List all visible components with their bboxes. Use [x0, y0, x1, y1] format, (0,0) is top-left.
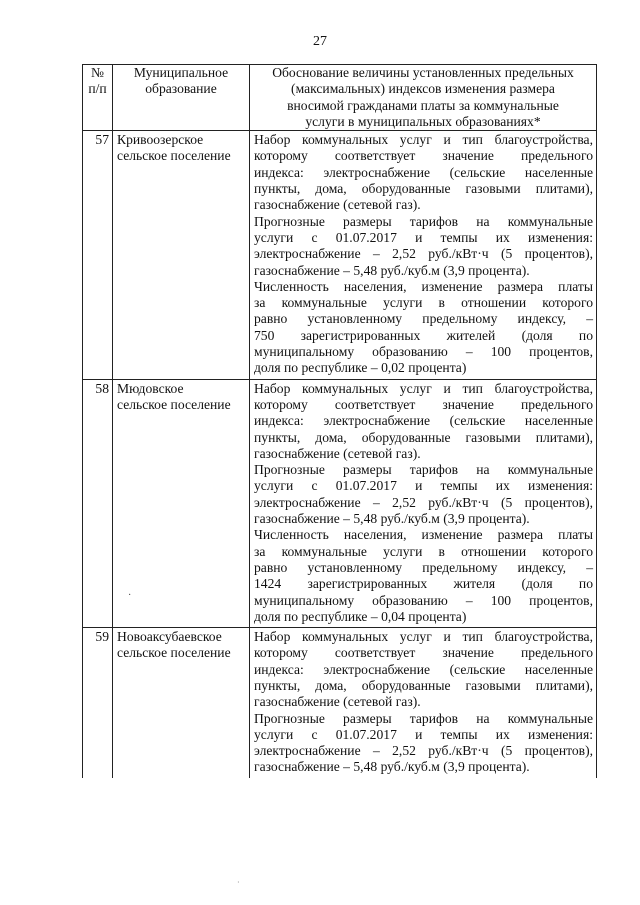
- justification-line: доля по республике – 0,02 процента): [254, 360, 467, 376]
- justification-line: муниципальному образованию – 100 процентов,: [254, 344, 593, 360]
- justification-line: доля по республике – 0,04 процента): [254, 608, 467, 624]
- table-body: [83, 131, 597, 778]
- justification-line: газоснабжение – 5,48 руб./куб.м (3,9 процента).: [254, 511, 530, 527]
- justification-line: Численность населения, изменение размера платы: [254, 278, 593, 294]
- justification-line: газоснабжение (сетевой газ).: [254, 445, 421, 461]
- justification-line: газоснабжение (сетевой газ).: [254, 197, 421, 213]
- justification-paragraph: [254, 381, 593, 462]
- justification-line: 1424 зарегистрированных жителя (доля по: [254, 576, 593, 592]
- justification-line: пункты, дома, оборудованные газовыми плитами),: [254, 181, 593, 197]
- municipality-line: Новоаксубаевское: [117, 629, 222, 645]
- justification-text: [250, 628, 597, 778]
- header-justification-line: (максимальных) индексов изменения размера: [291, 81, 555, 97]
- header-number-line: п/п: [88, 81, 107, 97]
- justification-paragraph: [254, 629, 593, 710]
- justification-line: Прогнозные размеры тарифов на коммунальные: [254, 710, 593, 726]
- justification-line: пункты, дома, оборудованные газовыми плитами),: [254, 677, 593, 693]
- row-number: 59: [83, 628, 113, 778]
- header-municipality-line: образование: [145, 81, 217, 97]
- header-justification-line: вносимой гражданами платы за коммунальные: [287, 97, 559, 113]
- justification-line: газоснабжение – 5,48 руб./куб.м (3,9 процента).: [254, 262, 530, 278]
- justification-line: за коммунальные услуги в отношении которого: [254, 295, 593, 311]
- table-row: [83, 379, 597, 627]
- justification-text: [250, 131, 597, 379]
- page-number: 27: [313, 34, 327, 49]
- justification-line: газоснабжение (сетевой газ).: [254, 694, 421, 710]
- municipality-name: [113, 379, 250, 627]
- header-municipality: [113, 65, 250, 131]
- scan-speck: ·: [128, 590, 132, 601]
- justification-paragraph: [254, 711, 593, 776]
- justification-paragraph: [254, 462, 593, 527]
- municipality-line: сельское поселение: [117, 148, 231, 164]
- justification-line: услуги с 01.07.2017 и темпы их изменения:: [254, 726, 593, 742]
- justification-line: Численность населения, изменение размера платы: [254, 527, 593, 543]
- justification-line: электроснабжение – 2,52 руб./кВт·ч (5 процентов),: [254, 246, 593, 262]
- justification-line: газоснабжение – 5,48 руб./куб.м (3,9 процента).: [254, 759, 530, 775]
- header-municipality-line: Муниципальное: [133, 65, 229, 80]
- header-justification: [250, 65, 597, 131]
- table-row: [83, 628, 597, 778]
- justification-paragraph: [254, 132, 593, 213]
- justification-text: [250, 379, 597, 627]
- municipality-line: сельское поселение: [117, 645, 231, 661]
- justification-line: которому соответствует значение предельного: [254, 645, 593, 661]
- justification-line: Прогнозные размеры тарифов на коммунальные: [254, 462, 593, 478]
- municipality-name: [113, 131, 250, 379]
- justification-line: 750 зарегистрированных жителей (доля по: [254, 327, 593, 343]
- table-row: [83, 131, 597, 379]
- justification-line: Набор коммунальных услуг и тип благоустройства,: [254, 132, 593, 148]
- justification-line: услуги с 01.07.2017 и темпы их изменения:: [254, 229, 593, 245]
- scan-speck: ·: [237, 878, 240, 887]
- justification-line: Набор коммунальных услуг и тип благоустройства,: [254, 629, 593, 645]
- municipality-name: [113, 628, 250, 778]
- justification-line: индекса: электроснабжение (сельские населенные: [254, 164, 593, 180]
- justification-paragraph: [254, 214, 593, 279]
- row-number: 58: [83, 379, 113, 627]
- header-number-line: №: [91, 65, 104, 80]
- justification-line: индекса: электроснабжение (сельские населенные: [254, 661, 593, 677]
- justification-line: которому соответствует значение предельного: [254, 148, 593, 164]
- municipality-line: Мюдовское: [117, 380, 184, 396]
- justification-line: электроснабжение – 2,52 руб./кВт·ч (5 процентов),: [254, 743, 593, 759]
- justification-paragraph: [254, 279, 593, 377]
- row-number: 57: [83, 131, 113, 379]
- justification-line: Набор коммунальных услуг и тип благоустройства,: [254, 380, 593, 396]
- index-justification-table: [82, 64, 597, 778]
- header-number: [83, 65, 113, 131]
- justification-line: электроснабжение – 2,52 руб./кВт·ч (5 процентов),: [254, 494, 593, 510]
- justification-paragraph: [254, 527, 593, 625]
- justification-line: которому соответствует значение предельного: [254, 396, 593, 412]
- justification-line: пункты, дома, оборудованные газовыми плитами),: [254, 429, 593, 445]
- justification-line: индекса: электроснабжение (сельские населенные: [254, 413, 593, 429]
- justification-line: равно установленному предельному индексу, –: [254, 559, 593, 575]
- header-justification-line: Обоснование величины установленных предельных: [272, 65, 574, 80]
- justification-line: муниципальному образованию – 100 процентов,: [254, 592, 593, 608]
- municipality-line: сельское поселение: [117, 396, 231, 412]
- municipality-line: Кривоозерское: [117, 132, 204, 148]
- justification-line: за коммунальные услуги в отношении которого: [254, 543, 593, 559]
- header-justification-line: услуги в муниципальных образованиях*: [305, 113, 541, 129]
- table-header-row: [83, 65, 597, 131]
- justification-line: Прогнозные размеры тарифов на коммунальные: [254, 213, 593, 229]
- justification-line: услуги с 01.07.2017 и темпы их изменения:: [254, 478, 593, 494]
- justification-line: равно установленному предельному индексу, –: [254, 311, 593, 327]
